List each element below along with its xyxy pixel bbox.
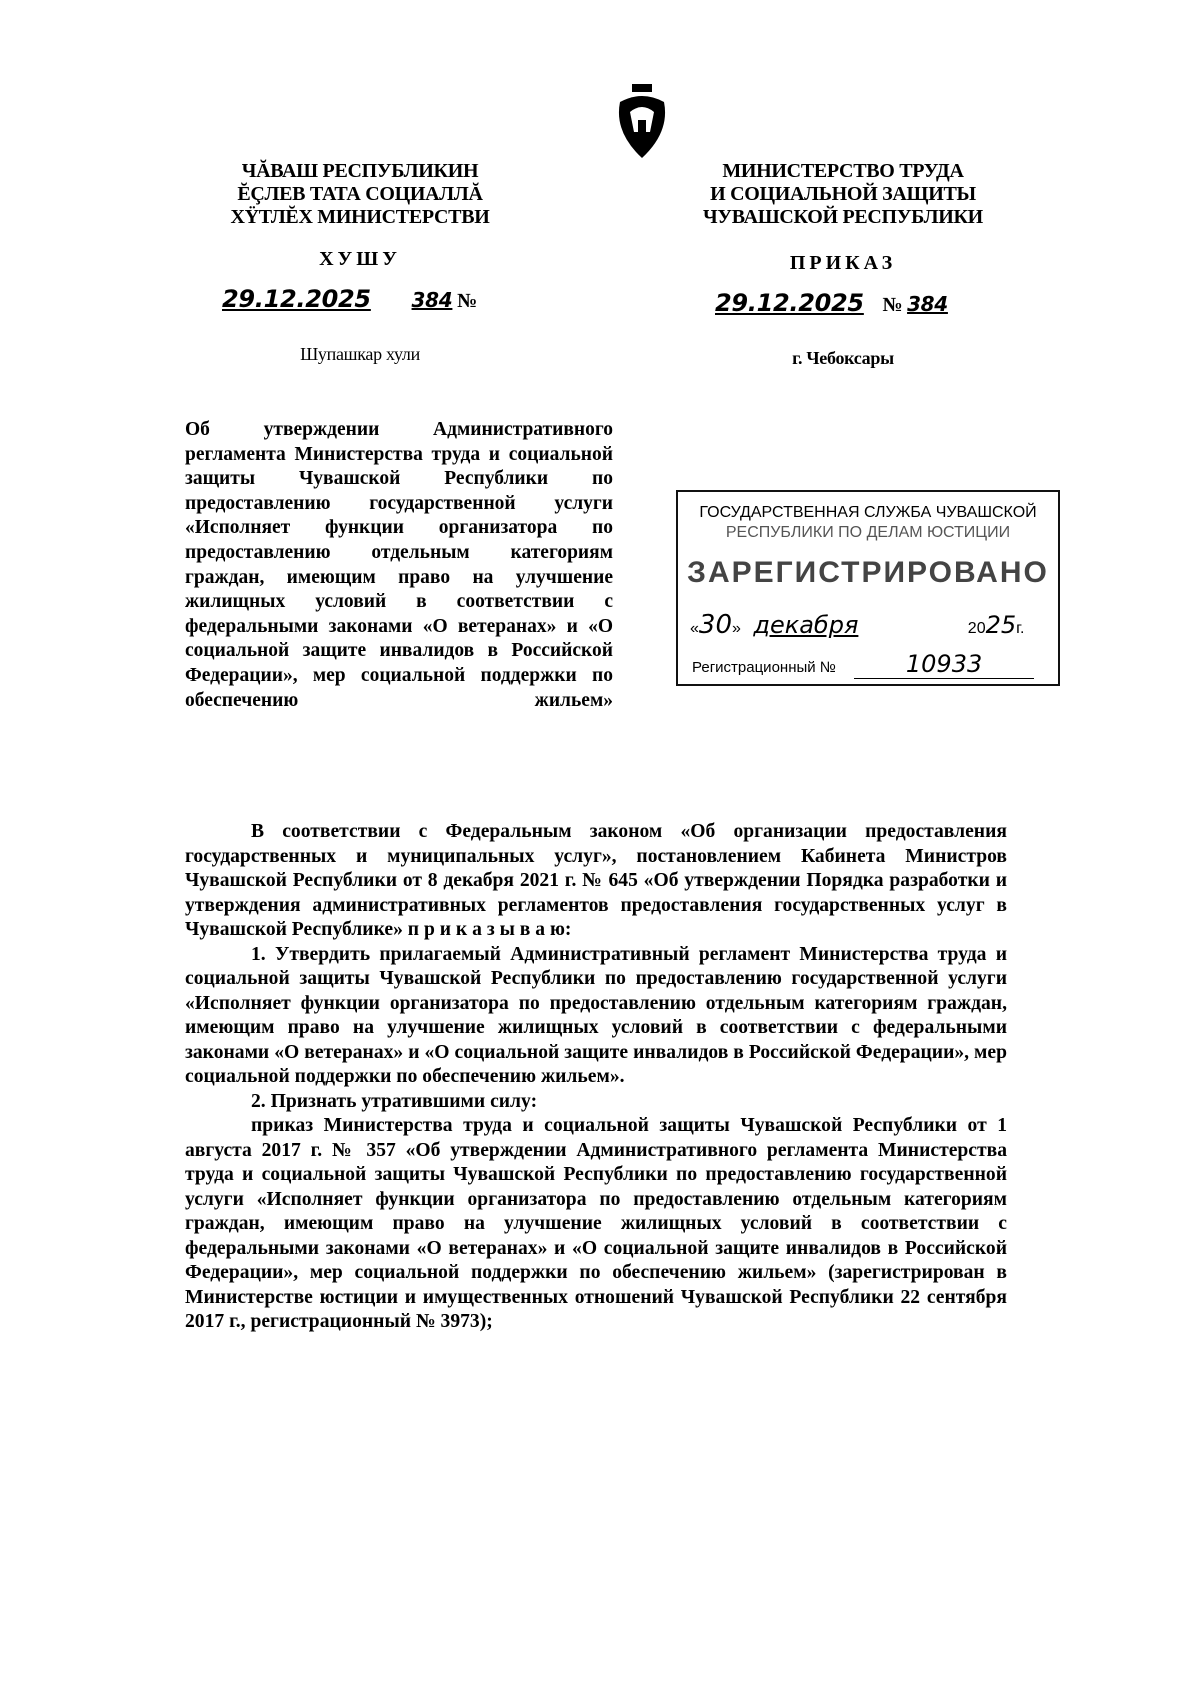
year-suffix: г. bbox=[1016, 620, 1025, 637]
header-line: ĔÇЛЕВ ТАТА СОЦИАЛЛĂ bbox=[237, 183, 483, 205]
stamp-reg-number bbox=[692, 650, 1058, 679]
stamp-line: РЕСПУБЛИКИ ПО ДЕЛАМ ЮСТИЦИИ bbox=[725, 524, 1011, 541]
handwritten-date: 29.12.2025 bbox=[715, 289, 864, 317]
handwritten-number: 384 bbox=[411, 288, 453, 312]
stamp-status: ЗАРЕГИСТРИРОВАНО bbox=[687, 556, 1049, 589]
number-sign: № bbox=[457, 290, 477, 312]
document-title: Об утверждении Административного регламента Министерства труда и социальной защиты Чувашской Республики по предоставлению государственной услуги «Исполняет функции организатора по предоставлению отдельным категориям граждан, имеющим право на улучшение жилищных условий в соответствии с федеральными законами «О ветеранах» и «О социальной защите инвалидов в Российской Федерации», мер социальной поддержки по обеспечению жильем» bbox=[185, 419, 613, 711]
handwritten-number: 384 bbox=[907, 292, 948, 316]
handwritten-day: 30 bbox=[698, 610, 732, 640]
right-ministry-name bbox=[678, 160, 1008, 229]
stamp-line: ГОСУДАРСТВЕННАЯ СЛУЖБА ЧУВАШСКОЙ bbox=[699, 504, 1037, 521]
paragraph: 2. Признать утратившими силу: bbox=[251, 1090, 538, 1112]
left-ministry-name bbox=[200, 160, 520, 229]
paragraph: приказ Министерства труда и социальной защиты Чувашской Республики от 1 августа 2017 г. № 357 «Об утверждении Административного регламента Министерства труда и социальной защиты Чувашской Республики по предоставлению государственной услуги «Исполняет функции организатора по предоставлению отдельным категориям граждан, имеющим право на улучшение жилищных условий в соответствии с федеральными законами «О ветеранах» и «О социальной защите инвалидов в Российской Федерации», мер социальной поддержки по обеспечению жильем» (зарегистрирован в Министерстве юстиции и имущественных отношений Чувашской Республики 22 сентября 2017 г., регистрационный № 3973); bbox=[185, 1115, 1007, 1332]
left-doc-type: ХУШУ bbox=[319, 248, 401, 270]
left-date-number bbox=[222, 285, 542, 313]
year-prefix: 20 bbox=[967, 620, 986, 637]
header-line: МИНИСТЕРСТВО ТРУДА bbox=[722, 160, 964, 182]
number-sign: № bbox=[882, 294, 903, 316]
header-line: ЧĂВАШ РЕСПУБЛИКИН bbox=[241, 160, 479, 182]
handwritten-reg-number: 10933 bbox=[854, 650, 1034, 679]
left-city: Шупашкар хули bbox=[300, 344, 420, 364]
right-date-number bbox=[715, 289, 1015, 317]
registration-stamp bbox=[676, 490, 1060, 686]
header-line: ЧУВАШСКОЙ РЕСПУБЛИКИ bbox=[703, 206, 983, 228]
header-line: ХŸТЛĔХ МИНИСТЕРСТВИ bbox=[230, 206, 490, 228]
stamp-date: «30» декабря 2025г. bbox=[690, 610, 1025, 640]
right-doc-type: ПРИКАЗ bbox=[789, 252, 897, 274]
header-line: И СОЦИАЛЬНОЙ ЗАЩИТЫ bbox=[710, 183, 976, 205]
coat-of-arms-emblem bbox=[612, 82, 672, 162]
handwritten-month: декабря bbox=[753, 611, 859, 639]
paragraph: 1. Утвердить прилагаемый Административный регламент Министерства труда и социальной защиты Чувашской Республики по предоставлению государственной услуги «Исполняет функции организатора по предоставлению отдельным категориям граждан, имеющим право на улучшение жилищных условий в соответствии с федеральными законами «О ветеранах» и «О социальной защите инвалидов в Российской Федерации», мер социальной поддержки по обеспечению жильем». bbox=[185, 943, 1007, 1087]
handwritten-date: 29.12.2025 bbox=[222, 285, 371, 313]
reg-label: Регистрационный № bbox=[692, 659, 836, 676]
document-body bbox=[185, 820, 1007, 1335]
paragraph: В соответствии с Федеральным законом «Об организации предоставления государственных и муниципальных услуг», постановлением Кабинета Министров Чувашской Республики от 8 декабря 2021 г. № 645 «Об утверждении Порядка разработки и утверждения административных регламентов предоставления государственных услуг в Чувашской Республике» п р и к а з ы в а ю: bbox=[185, 821, 1007, 940]
handwritten-year: 25 bbox=[985, 611, 1017, 639]
right-city: г. Чебоксары bbox=[792, 348, 894, 368]
